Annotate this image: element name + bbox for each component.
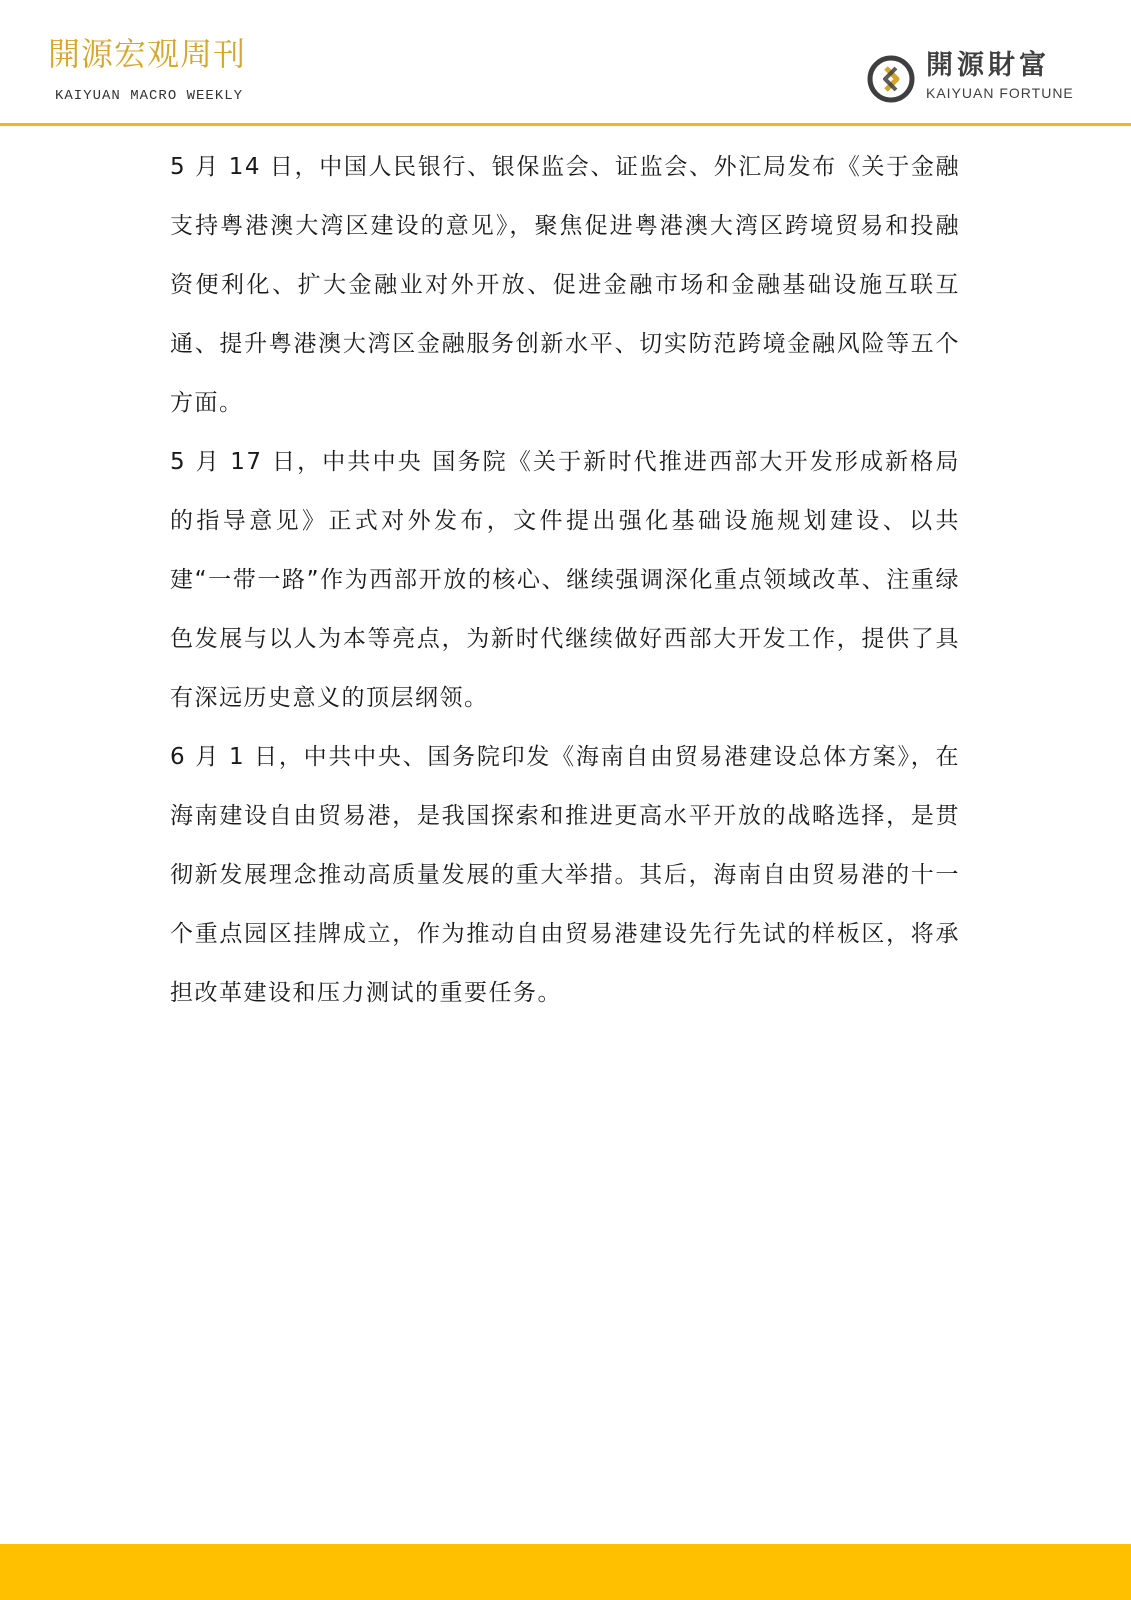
kaiyuan-fortune-logo	[866, 50, 1086, 106]
page-header	[0, 0, 1131, 124]
footer-bar	[0, 1544, 1131, 1600]
header-divider	[0, 123, 1131, 126]
publication-subtitle: KAIYUAN MACRO WEEKLY	[55, 88, 244, 104]
paragraph-hainan-free-trade-port: 6 月 1 日，中共中央、国务院印发《海南自由贸易港建设总体方案》，在海南建设自由贸易港，是我国探索和推进更高水平开放的战略选择，是贯彻新发展理念推动高质量发展的重大举措。其后，海南自由贸易港的十一个重点园区挂牌成立，作为推动自由贸易港建设先行先试的样板区，将承担改革建设和压力测试的重要任务。	[170, 744, 960, 1006]
paragraph-greater-bay-area: 5 月 14 日，中国人民银行、银保监会、证监会、外汇局发布《关于金融支持粤港澳大湾区建设的意见》，聚焦促进粤港澳大湾区跨境贸易和投融资便利化、扩大金融业对外开放、促进金融市场和金融基础设施互联互通、提升粤港澳大湾区金融服务创新水平、切实防范跨境金融风险等五个方面。	[170, 154, 960, 416]
publication-title: 開源宏观周刊	[48, 35, 247, 73]
logo-english-text: KAIYUAN FORTUNE	[926, 85, 1074, 101]
paragraph-western-development: 5 月 17 日，中共中央 国务院《关于新时代推进西部大开发形成新格局的指导意见》正式对外发布，文件提出强化基础设施规划建设、以共建“一带一路”作为西部开放的核心、继续强调深化重点领域改革、注重绿色发展与以人为本等亮点，为新时代继续做好西部大开发工作，提供了具有深远历史意义的顶层纲领。	[170, 449, 960, 711]
kaiyuan-logo-icon	[866, 54, 916, 104]
logo-chinese-text: 開源財富	[926, 50, 1050, 81]
article-body	[170, 138, 960, 1023]
